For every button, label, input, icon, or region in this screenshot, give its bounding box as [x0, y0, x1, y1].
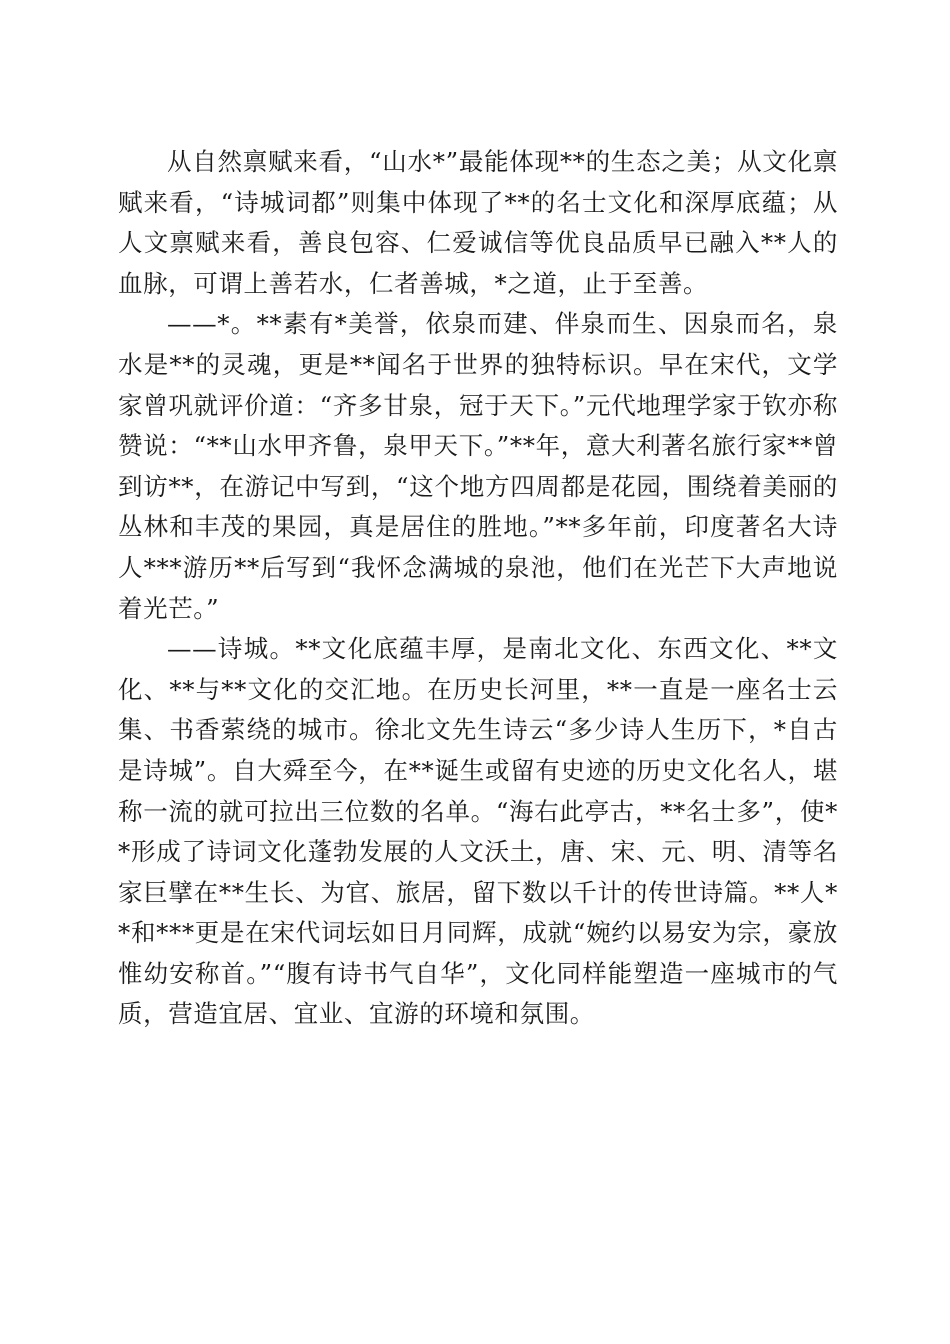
document-body	[118, 142, 838, 1035]
paragraph-spring-city: ——*。**素有*美誉，依泉而建、伴泉而生、因泉而名，泉水是**的灵魂，更是**闻名于世界的独特标识。早在宋代，文学家曾巩就评价道：“齐多甘泉，冠于天下。”元代地理学家于钦亦称赞说：“**山水甲齐鲁，泉甲天下。”**年，意大利著名旅行家**曾到访**，在游记中写到，“这个地方四周都是花园，围绕着美丽的丛林和丰茂的果园，真是居住的胜地。”**多年前，印度著名大诗人***游历**后写到“我怀念满城的泉池，他们在光芒下大声地说着光芒。”	[118, 309, 838, 623]
paragraph-poetry-city: ——诗城。**文化底蕴丰厚，是南北文化、东西文化、**文化、**与**文化的交汇地。在历史长河里，**一直是一座名士云集、书香萦绕的城市。徐北文先生诗云“多少诗人生历下，*自古是诗城”。自大舜至今，在**诞生或留有史迹的历史文化名人，堪称一流的就可拉出三位数的名单。“海右此亭古，**名士多”，使**形成了诗词文化蓬勃发展的人文沃土，唐、宋、元、明、清等名家巨擘在**生长、为官、旅居，留下数以千计的传世诗篇。**人**和***更是在宋代词坛如日月同辉，成就“婉约以易安为宗，豪放惟幼安称首。”“腹有诗书气自华”，文化同样能塑造一座城市的气质，营造宜居、宜业、宜游的环境和氛围。	[118, 634, 838, 1029]
paragraph-natural-endowment: 从自然禀赋来看，“山水*”最能体现**的生态之美；从文化禀赋来看，“诗城词都”则集中体现了**的名士文化和深厚底蕴；从人文禀赋来看，善良包容、仁爱诚信等优良品质早已融入**人的血脉，可谓上善若水，仁者善城，*之道，止于至善。	[118, 147, 838, 298]
